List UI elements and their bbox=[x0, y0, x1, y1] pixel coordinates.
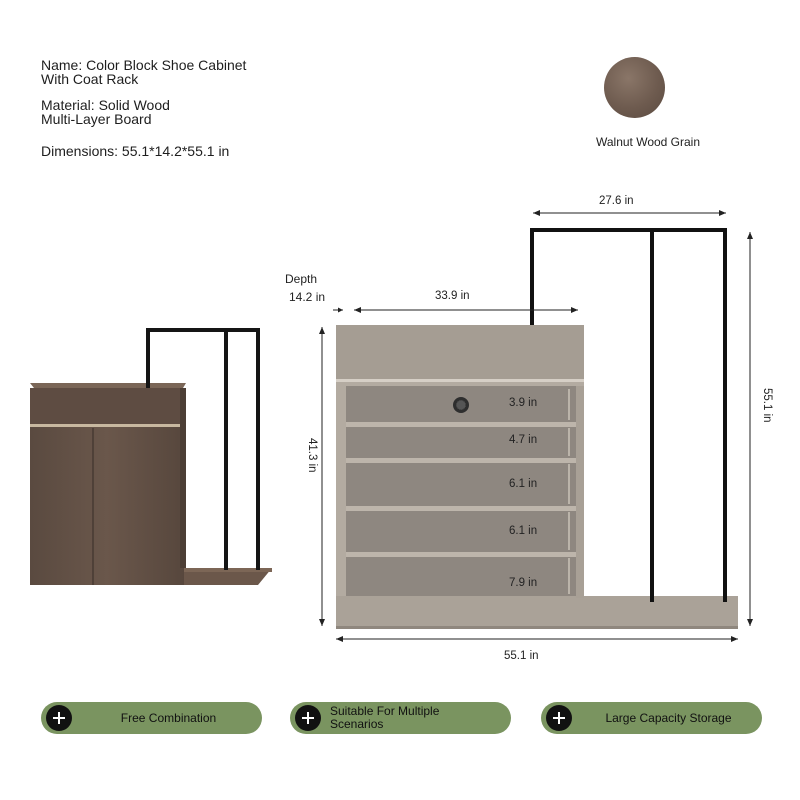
dimensions-spec: Dimensions: 55.1*14.2*55.1 in bbox=[41, 143, 230, 159]
rack-width-label: 27.6 in bbox=[599, 195, 634, 207]
total-width-label: 55.1 in bbox=[504, 650, 539, 662]
material-line2: Multi-Layer Board bbox=[41, 111, 152, 127]
total-height-label: 55.1 in bbox=[761, 388, 773, 423]
shelf-height-4: 6.1 in bbox=[509, 525, 538, 537]
dimension-drawing bbox=[336, 228, 738, 629]
feature-label: Free Combination bbox=[120, 710, 217, 725]
depth-label: Depth bbox=[285, 272, 318, 286]
shelf-height-1: 3.9 in bbox=[509, 397, 538, 409]
product-name-line2: With Coat Rack bbox=[41, 71, 139, 87]
shelf-height-2: 4.7 in bbox=[509, 434, 538, 446]
cabinet-photo bbox=[30, 328, 272, 585]
plus-icon bbox=[46, 705, 72, 731]
shelf-height-5: 7.9 in bbox=[509, 577, 538, 589]
product-name-line1: Name: Color Block Shoe Cabinet bbox=[41, 57, 247, 73]
feature-multiple-scenarios bbox=[290, 702, 511, 734]
finish-label: Walnut Wood Grain bbox=[595, 135, 701, 149]
feature-label: Suitable For Multiple Scenarios bbox=[330, 704, 440, 731]
cabinet-width-label: 33.9 in bbox=[435, 290, 470, 302]
shelf-height-3: 6.1 in bbox=[509, 478, 538, 490]
feature-label: Large Capacity Storage bbox=[605, 710, 732, 725]
cabinet-height-label: 41.3 in bbox=[306, 438, 318, 473]
material-line1: Material: Solid Wood bbox=[41, 97, 170, 113]
feature-large-capacity bbox=[541, 702, 762, 734]
plus-icon bbox=[295, 705, 321, 731]
plus-icon bbox=[546, 705, 572, 731]
feature-free-combination bbox=[41, 702, 262, 734]
depth-value: 14.2 in bbox=[289, 290, 326, 304]
